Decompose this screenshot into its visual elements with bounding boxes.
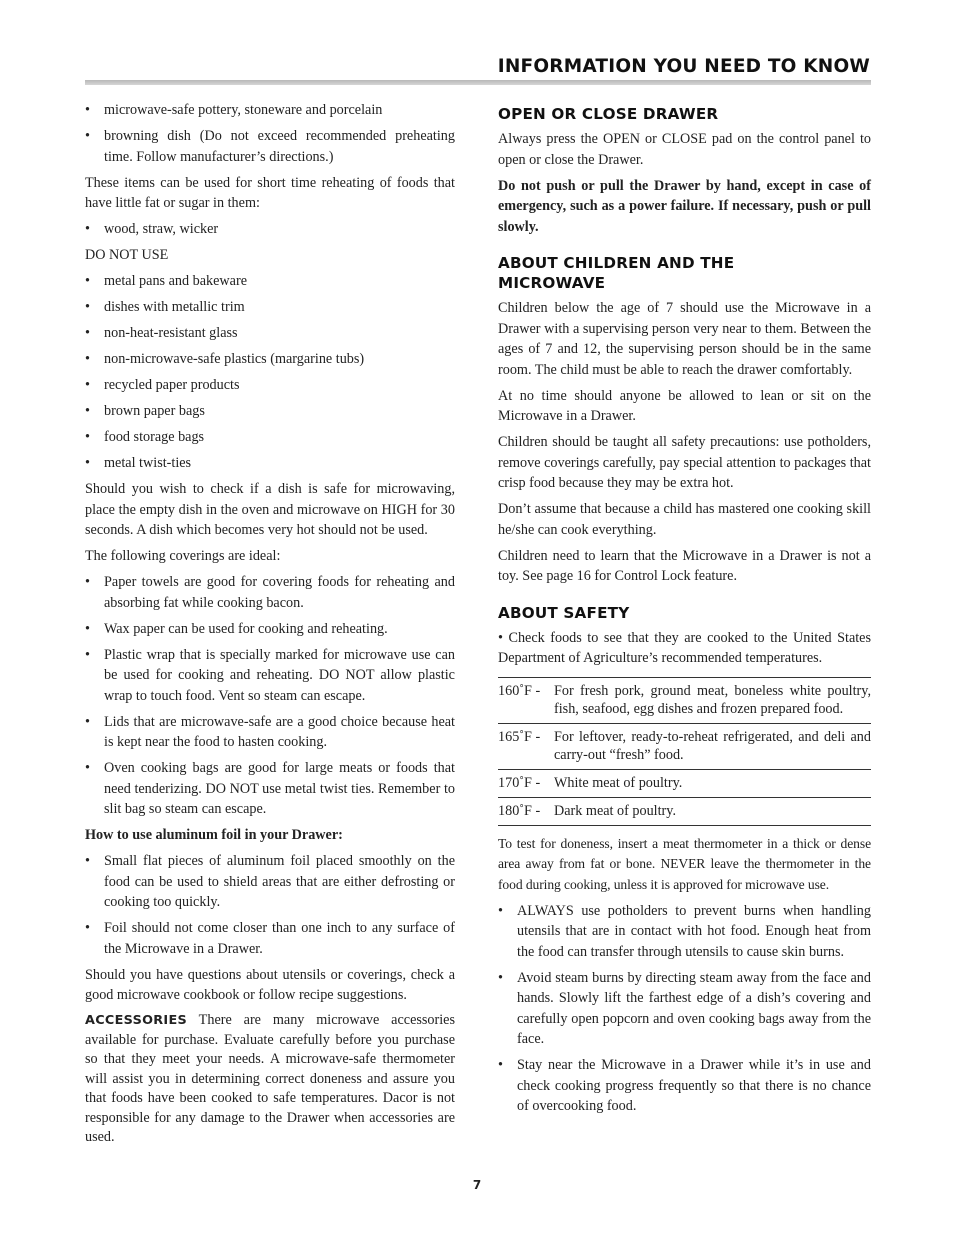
- header-rule: [85, 80, 871, 85]
- temperature-cell: 160˚F -: [498, 677, 554, 723]
- safe-materials-list: [85, 100, 455, 167]
- bullet-icon: •: [85, 646, 90, 663]
- list-item: • metal twist-ties: [85, 453, 455, 474]
- accessories-text: There are many microwave accessories available for purchase. Evaluate carefully before you purchase so that they meet your needs. A microwave-safe thermometer will assist you in determining correct doneness and assure you that foods have been cooked to safe temperatures. Dacor is not responsible for any damage to the Drawer when accessories are used.: [85, 1012, 455, 1145]
- do-not-use-list: [85, 271, 455, 474]
- list-item: • wood, straw, wicker: [85, 219, 455, 240]
- description-cell: Dark meat of poultry.: [554, 797, 871, 825]
- list-item: • microwave-safe pottery, stoneware and porcelain: [85, 100, 455, 121]
- questions-paragraph: Should you have questions about utensils or coverings, check a good microwave cookbook or follow recipe suggestions.: [85, 966, 455, 1003]
- accessories-label: ACCESSORIES: [85, 1013, 188, 1028]
- bullet-icon: •: [85, 920, 90, 936]
- drawer-warning: Do not push or pull the Drawer by hand, except in case of emergency, such as a power failure. If necessary, push or pull slowly.: [498, 177, 871, 235]
- list-item: • non-heat-resistant glass: [85, 323, 455, 344]
- bullet-icon: •: [498, 902, 503, 919]
- table-row: [498, 769, 871, 797]
- bullet-icon: •: [85, 128, 90, 144]
- left-column: [85, 100, 455, 1153]
- page-title: INFORMATION YOU NEED TO KNOW: [497, 56, 870, 77]
- table-row: [498, 797, 871, 825]
- bullet-icon: •: [85, 429, 90, 445]
- coverings-intro: The following coverings are ideal:: [85, 548, 281, 564]
- bullet-icon: •: [498, 1057, 503, 1073]
- list-item: • Plastic wrap that is specially marked for microwave use can be used for cooking and reheating. DO NOT allow plastic wrap to touch food. Vent so steam can escape.: [85, 646, 455, 704]
- table-row: [498, 723, 871, 769]
- page-number: 7: [472, 1178, 482, 1192]
- children-heading: ABOUT CHILDREN AND THE MICROWAVE: [498, 254, 735, 292]
- bullet-icon: •: [85, 351, 90, 367]
- short-time-list: [85, 219, 455, 240]
- list-item: • non-microwave-safe plastics (margarine tubs): [85, 349, 455, 370]
- list-item: • food storage bags: [85, 427, 455, 448]
- bullet-icon: •: [498, 969, 503, 986]
- bullet-icon: •: [85, 853, 90, 869]
- temperature-cell: 170˚F -: [498, 769, 554, 797]
- list-item: • Avoid steam burns by directing steam away from the face and hands. Slowly lift the farthest edge of a dish’s covering and carefully open popcorn and oven cooking bags away from the face.: [498, 969, 871, 1047]
- temperature-cell: 165˚F -: [498, 723, 554, 769]
- bullet-icon: •: [85, 273, 90, 289]
- children-paragraph: Children below the age of 7 should use the Microwave in a Drawer with a supervising person very near to them. Between the ages of 7 and 12, the supervising person should be in the same room. The child must be able to reach the drawer comfortably.: [498, 300, 871, 378]
- bullet-icon: •: [85, 221, 90, 237]
- list-item: • metal pans and bakeware: [85, 271, 455, 292]
- children-paragraph: Children need to learn that the Microwave in a Drawer is not a toy. See page 16 for Control Lock feature.: [498, 547, 871, 584]
- bullet-icon: •: [85, 325, 90, 341]
- do-not-use-label: DO NOT USE: [85, 247, 169, 263]
- doneness-paragraph: To test for doneness, insert a meat thermometer in a thick or dense area away from fat or bone. NEVER leave the thermometer in the food during cooking, unless it is approved for microwave use.: [498, 835, 871, 892]
- temperature-cell: 180˚F -: [498, 797, 554, 825]
- bullet-icon: •: [85, 760, 90, 776]
- list-item: • dishes with metallic trim: [85, 297, 455, 318]
- right-column: [498, 104, 871, 1122]
- list-item: • brown paper bags: [85, 401, 455, 422]
- list-item: • Paper towels are good for covering foods for reheating and absorbing fat while cooking bacon.: [85, 574, 455, 611]
- foil-list: [85, 851, 455, 959]
- bullet-icon: •: [85, 620, 90, 637]
- drawer-heading: OPEN OR CLOSE DRAWER: [498, 105, 719, 123]
- short-time-intro: These items can be used for short time reheating of foods that have little fat or sugar in them:: [85, 174, 455, 211]
- children-paragraph: Don’t assume that because a child has mastered one cooking skill he/she can cook everything.: [498, 501, 871, 538]
- coverings-list: [85, 572, 455, 820]
- list-item: • ALWAYS use potholders to prevent burns when handling utensils that are in contact with hot food. Enough heat from the food can transfer through utensils to cause skin burns.: [498, 902, 871, 960]
- list-item: • Oven cooking bags are good for large meats or foods that need tenderizing. DO NOT use metal twist ties. Remember to slit bag so steam can escape.: [85, 760, 455, 817]
- bullet-icon: •: [85, 102, 90, 118]
- safety-heading: ABOUT SAFETY: [498, 603, 630, 622]
- list-item: • Small flat pieces of aluminum foil placed smoothly on the food can be used to shield areas that are either defrosting or cooking too quickly.: [85, 853, 455, 910]
- children-paragraph: Children should be taught all safety precautions: use potholders, remove coverings carefully, pay special attention to packages that crisp food because they may be extra hot.: [498, 434, 871, 491]
- bullet-icon: •: [85, 299, 90, 315]
- description-cell: For fresh pork, ground meat, boneless white poultry, fish, seafood, egg dishes and frozen prepared food.: [554, 677, 871, 723]
- check-dish-paragraph: Should you wish to check if a dish is safe for microwaving, place the empty dish in the oven and microwave on HIGH for 30 seconds. A dish which becomes very hot should not be used.: [85, 481, 455, 538]
- bullet-icon: •: [85, 713, 90, 730]
- safety-intro: • Check foods to see that they are cooked to the United States Department of Agriculture’s recommended temperatures.: [498, 629, 871, 666]
- children-paragraph: At no time should anyone be allowed to lean or sit on the Microwave in a Drawer.: [498, 387, 871, 424]
- accessories-paragraph: [85, 1011, 455, 1148]
- list-item: • Lids that are microwave-safe are a good choice because heat is kept near the food to hasten cooking.: [85, 713, 455, 750]
- bullet-icon: •: [85, 574, 90, 590]
- list-item: • recycled paper products: [85, 375, 455, 396]
- bullet-icon: •: [85, 377, 90, 393]
- foil-heading: How to use aluminum foil in your Drawer:: [85, 827, 343, 843]
- list-item: • Foil should not come closer than one inch to any surface of the Microwave in a Drawer.: [85, 920, 455, 957]
- list-item: • Stay near the Microwave in a Drawer while it’s in use and check cooking progress frequently so that there is no chance of overcooking food.: [498, 1057, 871, 1114]
- table-row: [498, 677, 871, 723]
- bullet-icon: •: [85, 455, 90, 471]
- bullet-icon: •: [85, 403, 90, 419]
- temperature-table: [498, 677, 871, 826]
- list-item: • Wax paper can be used for cooking and reheating.: [85, 619, 455, 640]
- description-cell: For leftover, ready-to-reheat refrigerated, and deli and carry-out “fresh” food.: [554, 723, 871, 769]
- drawer-paragraph: Always press the OPEN or CLOSE pad on the control panel to open or close the Drawer.: [498, 131, 871, 168]
- description-cell: White meat of poultry.: [554, 769, 871, 797]
- list-item: • browning dish (Do not exceed recommended preheating time. Follow manufacturer’s directions.): [85, 128, 455, 165]
- safety-list: [498, 901, 871, 1117]
